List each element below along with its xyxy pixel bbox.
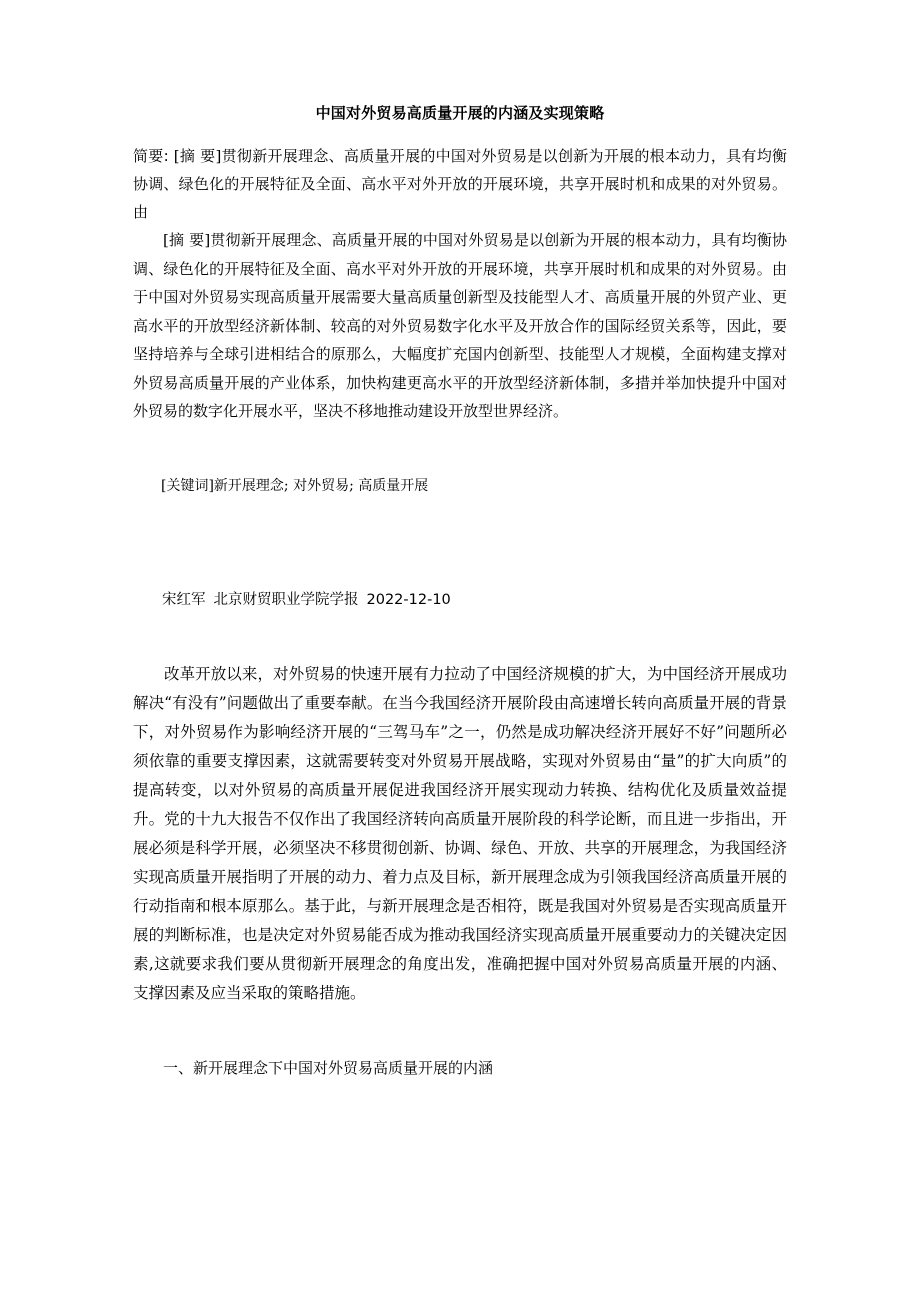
abstract-paragraph: [摘 要]贯彻新开展理念、高质量开展的中国对外贸易是以创新为开展的根本动力，具有均衡协调、绿色化的开展特征及全面、高水平对外开放的开展环境，共享开展时机和成果的对外贸易。由于中国对外贸易实现高质量开展需要大量高质量创新型及技能型人才、高质量开展的外贸产业、更高水平的开放型经济新体制、较高的对外贸易数字化水平及开放合作的国际经贸关系等，因此，要坚持培养与全球引进相结合的原那么，大幅度扩充国内创新型、技能型人才规模，全面构建支撑对外贸易高质量开展的产业体系，加快构建更高水平的开放型经济新体制，多措并举加快提升中国对外贸易的数字化开展水平，坚决不移地推动建设开放型世界经济。 bbox=[133, 231, 787, 420]
introduction-paragraph: 改革开放以来，对外贸易的快速开展有力拉动了中国经济规模的扩大，为中国经济开展成功解决“有没有”问题做出了重要奉献。在当今我国经济开展阶段由高速增长转向高质量开展的背景下，对外贸易作为影响经济开展的“三驾马车”之一，仍然是成功解决经济开展好不好”问题所必须依靠的重要支撑因素，这就需要转变对外贸易开展战略，实现对外贸易由“量”的扩大向质”的提高转变，以对外贸易的高质量开展促进我国经济开展实现动力转换、结构优化及质量效益提升。党的十九大报告不仅作出了我国经济转向高质量开展阶段的科学论断，而且进一步指出，开展必须是科学开展，必须坚决不移贯彻创新、协调、绿色、开放、共享的开展理念，为我国经济实现高质量开展指明了开展的动力、着力点及目标，新开展理念成为引领我国经济高质量开展的行动指南和根本原那么。基于此，与新开展理念是否相符，既是我国对外贸易是否实现高质量开展的判断标准，也是决定对外贸易能否成为推动我国经济实现高质量开展重要动力的关键决定因素,这就要求我们要从贯彻新开展理念的角度出发，准确把握中国对外贸易高质量开展的内涵、支撑因素及应当采取的策略措施。 bbox=[133, 664, 787, 1002]
summary-paragraph bbox=[133, 142, 787, 226]
author-name: 宋红军 bbox=[162, 591, 206, 608]
byline bbox=[133, 586, 787, 614]
section-heading-one: 一、新开展理念下中国对外贸易高质量开展的内涵 bbox=[163, 1058, 494, 1077]
journal-name: 北京财贸职业学院学报 bbox=[213, 591, 359, 608]
page-title: 中国对外贸易高质量开展的内涵及实现策略 bbox=[315, 104, 605, 122]
spacer bbox=[133, 614, 787, 660]
summary-label: 简要: bbox=[133, 147, 169, 165]
publication-date: 2022-12-10 bbox=[366, 591, 451, 608]
keywords-line: [关键词]新开展理念; 对外贸易; 高质量开展 bbox=[161, 477, 429, 494]
summary-text: [摘 要]贯彻新开展理念、高质量开展的中国对外贸易是以创新为开展的根本动力，具有均衡协调、绿色化的开展特征及全面、高水平对外开放的开展环境，共享开展时机和成果的对外贸易。由 bbox=[133, 147, 787, 221]
spacer bbox=[133, 500, 787, 586]
spacer bbox=[133, 426, 787, 472]
spacer bbox=[133, 1008, 787, 1054]
